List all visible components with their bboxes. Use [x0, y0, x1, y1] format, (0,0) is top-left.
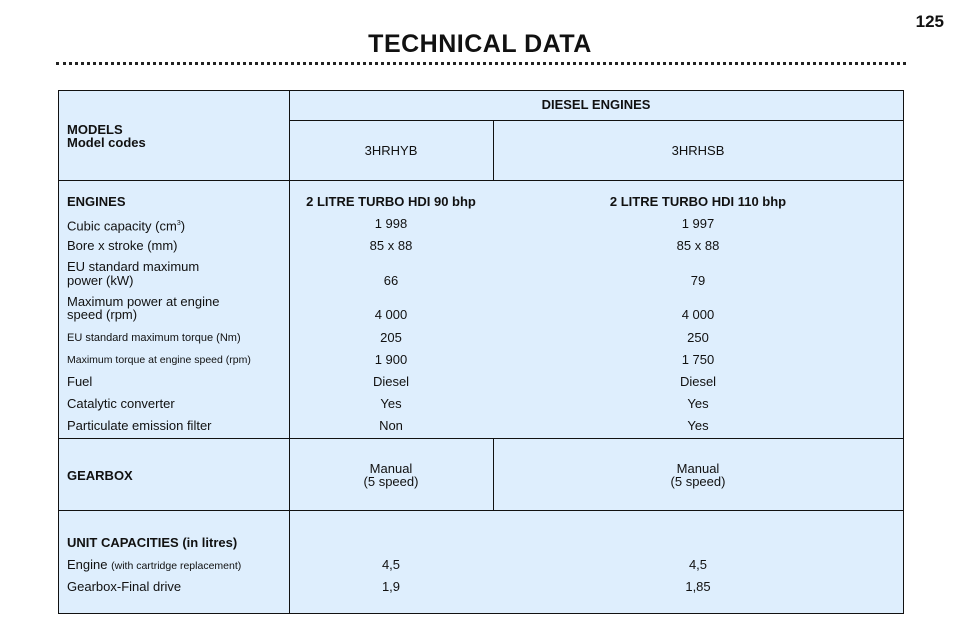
page-number: 125: [915, 12, 944, 31]
divider-header: [289, 120, 903, 121]
row-label-line-2: power (kW): [67, 273, 134, 288]
capacity-row-label: Gearbox-Final drive: [67, 579, 182, 594]
gearbox-value-1-line-2: (5 speed): [363, 474, 419, 489]
divider-codes: [59, 180, 903, 181]
row-value-2: 1 750: [681, 352, 715, 367]
row-label: Catalytic converter: [67, 396, 175, 411]
gearbox-value-2-line-1: Manual: [676, 461, 720, 476]
row-value-2: 4 000: [681, 307, 715, 322]
row-value-1: Yes: [380, 396, 402, 411]
capacities-label: UNIT CAPACITIES (in litres): [67, 535, 238, 550]
capacity-value-1: 4,5: [381, 557, 401, 572]
divider-engines: [59, 438, 903, 439]
row-label-line-2: speed (rpm): [67, 307, 138, 322]
model-codes-label: Model codes: [67, 135, 146, 150]
row-label: Fuel: [67, 374, 93, 389]
row-value-1: 1 900: [374, 352, 408, 367]
engine-2-name: 2 LITRE TURBO HDI 110 bhp: [609, 194, 787, 209]
capacity-value-2: 4,5: [688, 557, 708, 572]
models-label: MODELS: [67, 122, 123, 137]
row-value-1: 85 x 88: [369, 238, 413, 253]
dotted-divider: [56, 62, 906, 65]
row-label-cubic-capacity: Cubic capacity $(cm^3)$: [67, 218, 186, 234]
row-label: Maximum torque at engine speed (rpm): [67, 354, 251, 366]
row-value-1: 66: [383, 273, 399, 288]
row-label: Particulate emission filter: [67, 418, 212, 433]
gearbox-label: GEARBOX: [67, 468, 133, 483]
technical-data-table: [58, 90, 904, 614]
row-value-2: 79: [690, 273, 706, 288]
row-value-1: Non: [379, 418, 403, 433]
engine-1-name: 2 LITRE TURBO HDI 90 bhp: [306, 194, 476, 209]
row-value-2: 250: [687, 330, 709, 345]
row-value-1: Diesel: [372, 374, 410, 389]
model-code-1: 3HRHYB: [364, 143, 418, 158]
row-value-2: Diesel: [679, 374, 717, 389]
row-value-2: 85 x 88: [676, 238, 720, 253]
engines-label: ENGINES: [67, 194, 126, 209]
row-label: Bore x stroke (mm): [67, 238, 178, 253]
capacity-value-2: 1,85: [685, 579, 711, 594]
capacity-row-label: Engine (with cartridge replacement): [67, 557, 242, 572]
row-value-1: 4 000: [374, 307, 408, 322]
gearbox-value-1-line-1: Manual: [369, 461, 413, 476]
row-label-line-1: Maximum power at engine: [67, 294, 220, 309]
row-value-2: 1 997: [681, 216, 715, 231]
row-label: EU standard maximum torque (Nm): [67, 332, 241, 344]
row-value-2: Yes: [687, 396, 709, 411]
divider-gearbox: [59, 510, 903, 511]
row-label-line-1: EU standard maximum: [67, 259, 200, 274]
gearbox-value-2-line-2: (5 speed): [670, 474, 726, 489]
diesel-engines-header: DIESEL ENGINES: [541, 97, 651, 112]
model-code-2: 3HRHSB: [671, 143, 725, 158]
row-value-1: 205: [380, 330, 402, 345]
row-value-1: 1 998: [374, 216, 408, 231]
capacity-value-1: 1,9: [381, 579, 401, 594]
row-value-2: Yes: [687, 418, 709, 433]
page-title: TECHNICAL DATA: [368, 30, 592, 58]
